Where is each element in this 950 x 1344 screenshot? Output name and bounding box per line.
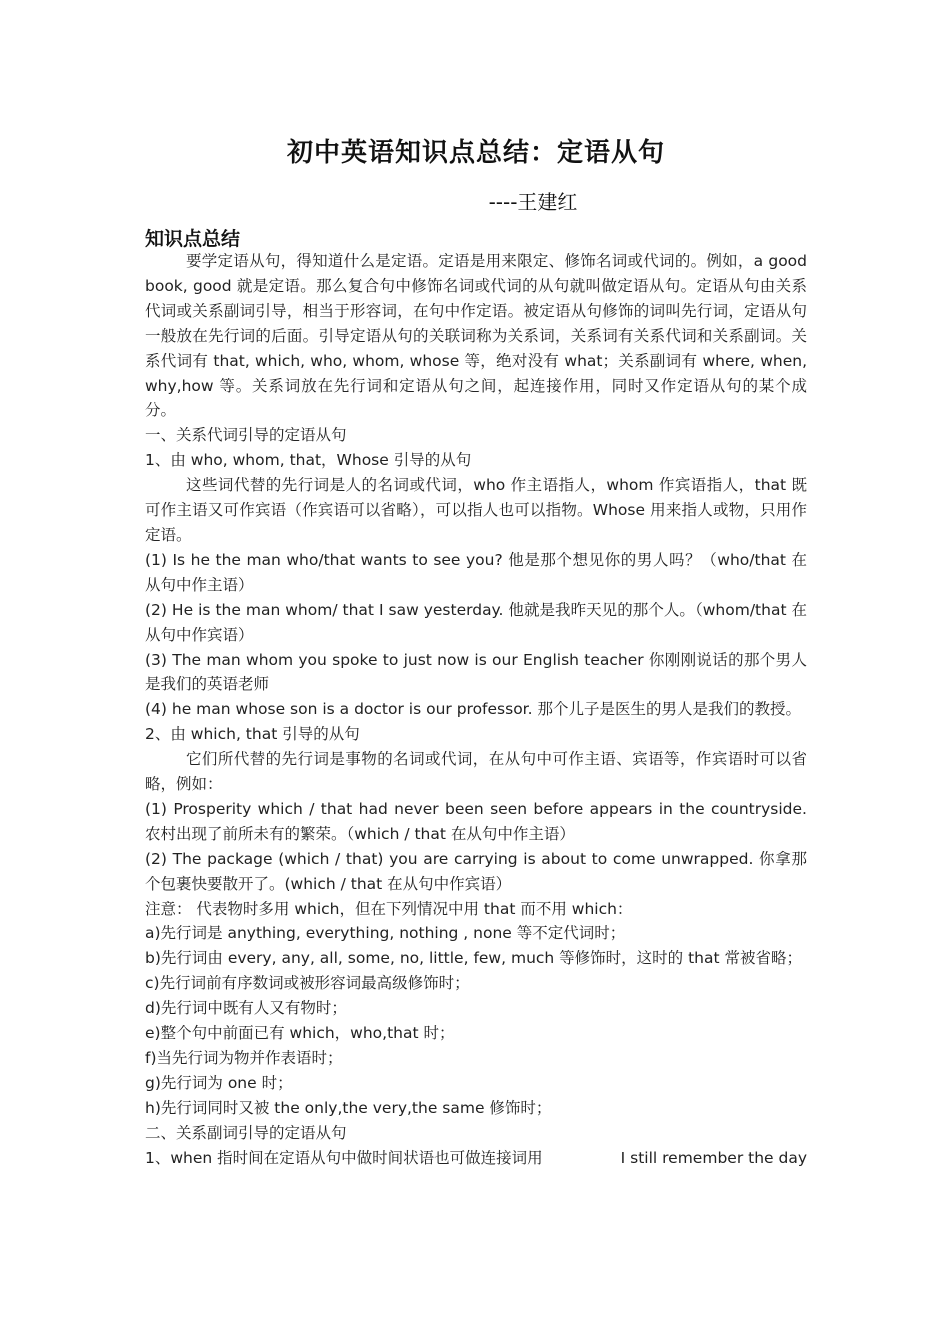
document-title: 初中英语知识点总结：定语从句	[286, 138, 665, 168]
rule-item: e)整个句中前面已有 which，who,that 时；	[145, 1024, 455, 1043]
section-heading: 知识点总结	[145, 228, 241, 250]
rule-item: f)当先行词为物并作表语时；	[145, 1049, 343, 1067]
part2-example-start: I still remember the day	[620, 1148, 807, 1167]
rule-item: c)先行词前有序数词或被形容词最高级修饰时；	[145, 974, 470, 993]
part1-title: 一、关系代词引导的定语从句	[145, 426, 347, 445]
part1-subheading-1: 1、由 who, whom, that，Whose 引导的从句	[145, 451, 472, 470]
intro-paragraph: 要学定语从句，得知道什么是定语。定语是用来限定、修饰名词或代词的。例如，a good book, good 就是定语。那么复合句中修饰名词或代词的从句就叫做定语从句。定语从句由关系代词或关系副词引导，相当于形容词，在句中作定语。被定语从句修饰的词叫先行词，定语从句一般放在先行词的后面。引导定语从句的关联词称为关系词，关系词有关系代词和关系副词。关系代词有 that, which, who, whom, whose 等，绝对没有 what；关系副词有 where, when, why,how 等。关系词放在先行词和定语从句之间，起连接作用，同时又作定语从句的某个成分。	[145, 252, 807, 420]
part2-title: 二、关系副词引导的定语从句	[145, 1123, 347, 1142]
note-line: 注意： 代表物时多用 which，但在下列情况中用 that 而不用 which：	[145, 899, 633, 918]
rule-item: h)先行词同时又被 the only,the very,the same 修饰时；	[145, 1098, 552, 1117]
part1-sub2-description: 它们所代替的先行词是事物的名词或代词，在从句中可作主语、宾语等，作宾语时可以省略，例如：	[145, 750, 807, 794]
example-2: (2) He is the man whom/ that I saw yesterday. 他就是我昨天见的那个人。（whom/that 在从句中作宾语）	[145, 600, 807, 644]
rule-item: d)先行词中既有人又有物时；	[145, 999, 347, 1018]
example-5: (1) Prosperity which / that had never been seen before appears in the countryside. 农村出现了前所未有的繁荣。（which / that 在从句中作主语）	[145, 799, 807, 843]
part2-subheading-1: 1、when 指时间在定语从句中做时间状语也可做连接词用	[145, 1148, 543, 1167]
body-text	[145, 249, 807, 1171]
author-line: ----王建红	[488, 190, 578, 214]
part1-sub1-description: 这些词代替的先行词是人的名词或代词，who 作主语指人，whom 作宾语指人，that 既可作主语又可作宾语（作宾语可以省略），可以指人也可以指物。Whose 用来指人或物，只用作定语。	[145, 476, 807, 544]
example-1: (1) Is he the man who/that wants to see you? 他是那个想见你的男人吗？（who/that 在从句中作主语）	[145, 550, 807, 594]
example-3: (3) The man whom you spoke to just now is our English teacher 你刚刚说话的那个男人是我们的英语老师	[145, 650, 807, 694]
example-4: (4) he man whose son is a doctor is our professor. 那个儿子是医生的男人是我们的教授。	[145, 700, 801, 719]
rule-item: b)先行词由 every, any, all, some, no, little, few, much 等修饰时，这时的 that 常被省略；	[145, 949, 802, 968]
part1-subheading-2: 2、由 which, that 引导的从句	[145, 725, 360, 744]
rule-item: g)先行词为 one 时；	[145, 1073, 293, 1092]
part2-subheading-row	[145, 1146, 807, 1171]
rule-item: a)先行词是 anything, everything, nothing , none 等不定代词时；	[145, 924, 626, 943]
example-6: (2) The package (which / that) you are carrying is about to come unwrapped. 你拿那个包裹快要散开了。(which / that 在从句中作宾语）	[145, 849, 807, 893]
